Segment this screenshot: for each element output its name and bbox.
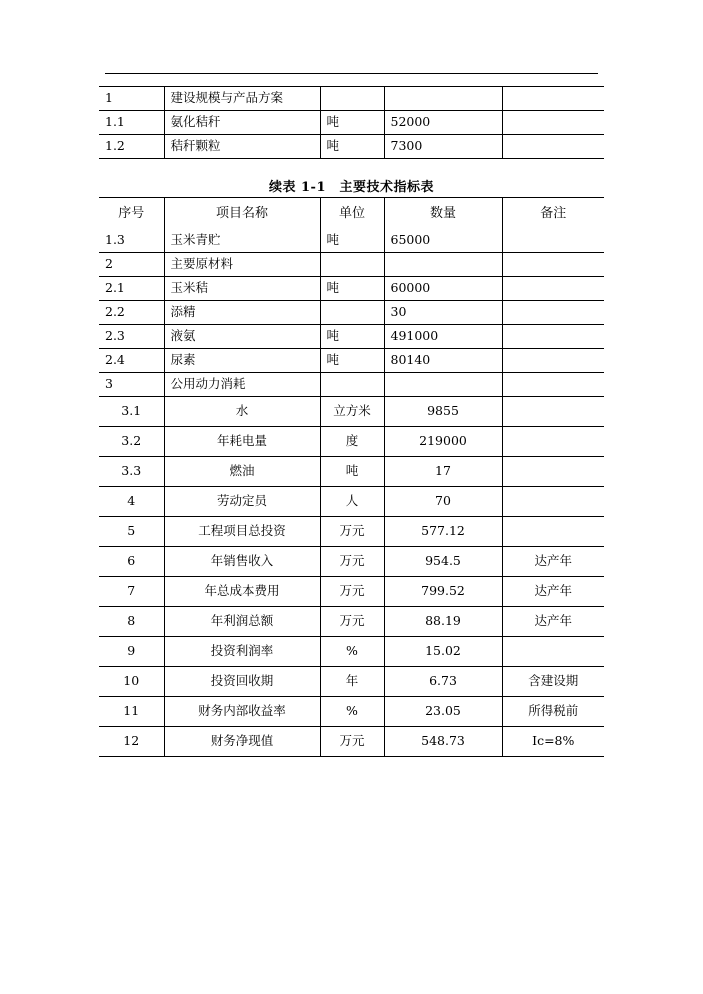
cell-qty: 7300 <box>384 135 502 159</box>
cell-qty: 80140 <box>384 349 502 373</box>
cell-note <box>502 637 604 667</box>
cell-note <box>502 135 604 159</box>
cell-no: 1 <box>105 90 113 106</box>
cell-no: 7 <box>99 577 164 607</box>
cell-unit: 人 <box>320 487 384 517</box>
cell-no: 8 <box>99 607 164 637</box>
table-row <box>99 373 604 397</box>
page-header-rule <box>105 73 598 74</box>
cell-name: 液氨 <box>164 325 320 349</box>
cell-name: 燃油 <box>164 457 320 487</box>
cell-note <box>502 373 604 397</box>
cell-note <box>502 229 604 253</box>
cell-name: 玉米秸 <box>164 277 320 301</box>
cell-name: 年耗电量 <box>164 427 320 457</box>
cell-unit: 吨 <box>320 457 384 487</box>
table-row <box>99 577 604 607</box>
cell-unit: 吨 <box>320 349 384 373</box>
table-row <box>99 607 604 637</box>
table-row <box>99 229 604 253</box>
cell-note <box>502 487 604 517</box>
table-row <box>99 697 604 727</box>
cell-name: 财务内部收益率 <box>164 697 320 727</box>
cell-qty: 954.5 <box>384 547 502 577</box>
cell-note <box>502 277 604 301</box>
cell-name: 添精 <box>164 301 320 325</box>
cell-qty: 9855 <box>384 397 502 427</box>
cell-note <box>502 397 604 427</box>
table-row <box>99 301 604 325</box>
table-row <box>99 547 604 577</box>
cell-name: 年总成本费用 <box>164 577 320 607</box>
cell-name: 秸秆颗粒 <box>164 135 320 159</box>
cell-qty: 52000 <box>384 111 502 135</box>
cell-qty <box>384 373 502 397</box>
cell-qty: 23.05 <box>384 697 502 727</box>
table-row <box>99 727 604 757</box>
cell-name: 氨化秸秆 <box>164 111 320 135</box>
cell-unit <box>320 253 384 277</box>
cell-note <box>502 427 604 457</box>
cell-no: 5 <box>99 517 164 547</box>
cell-unit: 吨 <box>320 325 384 349</box>
table-row <box>99 457 604 487</box>
cell-name: 玉米青贮 <box>164 229 320 253</box>
cell-no: 3.3 <box>99 457 164 487</box>
cell-name: 水 <box>164 397 320 427</box>
cell-note <box>502 325 604 349</box>
cell-qty: 17 <box>384 457 502 487</box>
cell-unit: % <box>320 697 384 727</box>
header-name: 项目名称 <box>164 198 320 230</box>
table-row <box>99 253 604 277</box>
cell-name: 尿素 <box>164 349 320 373</box>
cell-note <box>502 87 604 111</box>
cell-name: 投资利润率 <box>164 637 320 667</box>
cell-unit <box>320 87 384 111</box>
cell-no: 1.1 <box>99 111 164 135</box>
cell-unit: 立方米 <box>320 397 384 427</box>
cell-qty: 219000 <box>384 427 502 457</box>
cell-note: Ic=8% <box>502 727 604 757</box>
cell-name: 公用动力消耗 <box>164 373 320 397</box>
cell-no: 4 <box>99 487 164 517</box>
cell-unit: 万元 <box>320 607 384 637</box>
header-qty: 数量 <box>384 198 502 230</box>
table-row <box>99 135 604 159</box>
indicator-table-main <box>99 197 604 757</box>
table-row <box>99 397 604 427</box>
cell-name: 建设规模与产品方案 <box>164 87 320 111</box>
table-row <box>99 325 604 349</box>
cell-unit: 万元 <box>320 517 384 547</box>
cell-unit: 吨 <box>320 135 384 159</box>
cell-qty: 491000 <box>384 325 502 349</box>
cell-no: 12 <box>99 727 164 757</box>
cell-no: 2.2 <box>99 301 164 325</box>
cell-unit: 吨 <box>320 229 384 253</box>
cell-name: 劳动定员 <box>164 487 320 517</box>
table-row <box>99 487 604 517</box>
cell-no: 6 <box>99 547 164 577</box>
header-note: 备注 <box>502 198 604 230</box>
cell-no: 2.4 <box>99 349 164 373</box>
cell-qty: 799.52 <box>384 577 502 607</box>
cell-note: 含建设期 <box>502 667 604 697</box>
cell-unit: % <box>320 637 384 667</box>
cell-no: 2.3 <box>99 325 164 349</box>
cell-no: 3 <box>99 373 164 397</box>
cell-qty <box>384 253 502 277</box>
cell-unit: 万元 <box>320 727 384 757</box>
cell-name: 年利润总额 <box>164 607 320 637</box>
cell-unit: 年 <box>320 667 384 697</box>
cell-note <box>502 457 604 487</box>
cell-qty: 577.12 <box>384 517 502 547</box>
table-row <box>99 111 604 135</box>
cell-note <box>502 301 604 325</box>
cell-qty: 15.02 <box>384 637 502 667</box>
cell-no: 3.1 <box>99 397 164 427</box>
cell-qty: 88.19 <box>384 607 502 637</box>
table-row <box>99 277 604 301</box>
cell-qty: 65000 <box>384 229 502 253</box>
table-row <box>99 349 604 373</box>
cell-qty: 6.73 <box>384 667 502 697</box>
cell-name: 投资回收期 <box>164 667 320 697</box>
table-row <box>99 637 604 667</box>
cell-qty: 30 <box>384 301 502 325</box>
indicator-table-part1 <box>99 86 604 159</box>
cell-note <box>502 253 604 277</box>
cell-name: 财务净现值 <box>164 727 320 757</box>
cell-no: 9 <box>99 637 164 667</box>
table-title: 续表 1-1 主要技术指标表 <box>268 180 434 195</box>
cell-name: 年销售收入 <box>164 547 320 577</box>
cell-unit: 万元 <box>320 547 384 577</box>
cell-no: 2 <box>99 253 164 277</box>
cell-name: 主要原材料 <box>164 253 320 277</box>
cell-unit: 吨 <box>320 277 384 301</box>
cell-note: 达产年 <box>502 577 604 607</box>
cell-unit: 吨 <box>320 111 384 135</box>
table-row <box>99 667 604 697</box>
table-header-row <box>99 198 604 230</box>
cell-note <box>502 517 604 547</box>
table-row <box>99 87 604 111</box>
cell-no: 11 <box>99 697 164 727</box>
cell-no: 3.2 <box>99 427 164 457</box>
header-no: 序号 <box>118 206 145 221</box>
cell-note <box>502 111 604 135</box>
cell-unit: 度 <box>320 427 384 457</box>
header-unit: 单位 <box>320 198 384 230</box>
cell-qty <box>384 87 502 111</box>
cell-name: 工程项目总投资 <box>164 517 320 547</box>
cell-note: 所得税前 <box>502 697 604 727</box>
table-row <box>99 427 604 457</box>
cell-no: 1.2 <box>99 135 164 159</box>
cell-unit <box>320 373 384 397</box>
cell-note: 达产年 <box>502 547 604 577</box>
cell-unit <box>320 301 384 325</box>
cell-no: 10 <box>99 667 164 697</box>
cell-qty: 60000 <box>384 277 502 301</box>
cell-qty: 70 <box>384 487 502 517</box>
cell-unit: 万元 <box>320 577 384 607</box>
cell-no: 1.3 <box>105 232 125 248</box>
cell-no: 2.1 <box>99 277 164 301</box>
cell-note <box>502 349 604 373</box>
cell-qty: 548.73 <box>384 727 502 757</box>
table-row <box>99 517 604 547</box>
cell-note: 达产年 <box>502 607 604 637</box>
